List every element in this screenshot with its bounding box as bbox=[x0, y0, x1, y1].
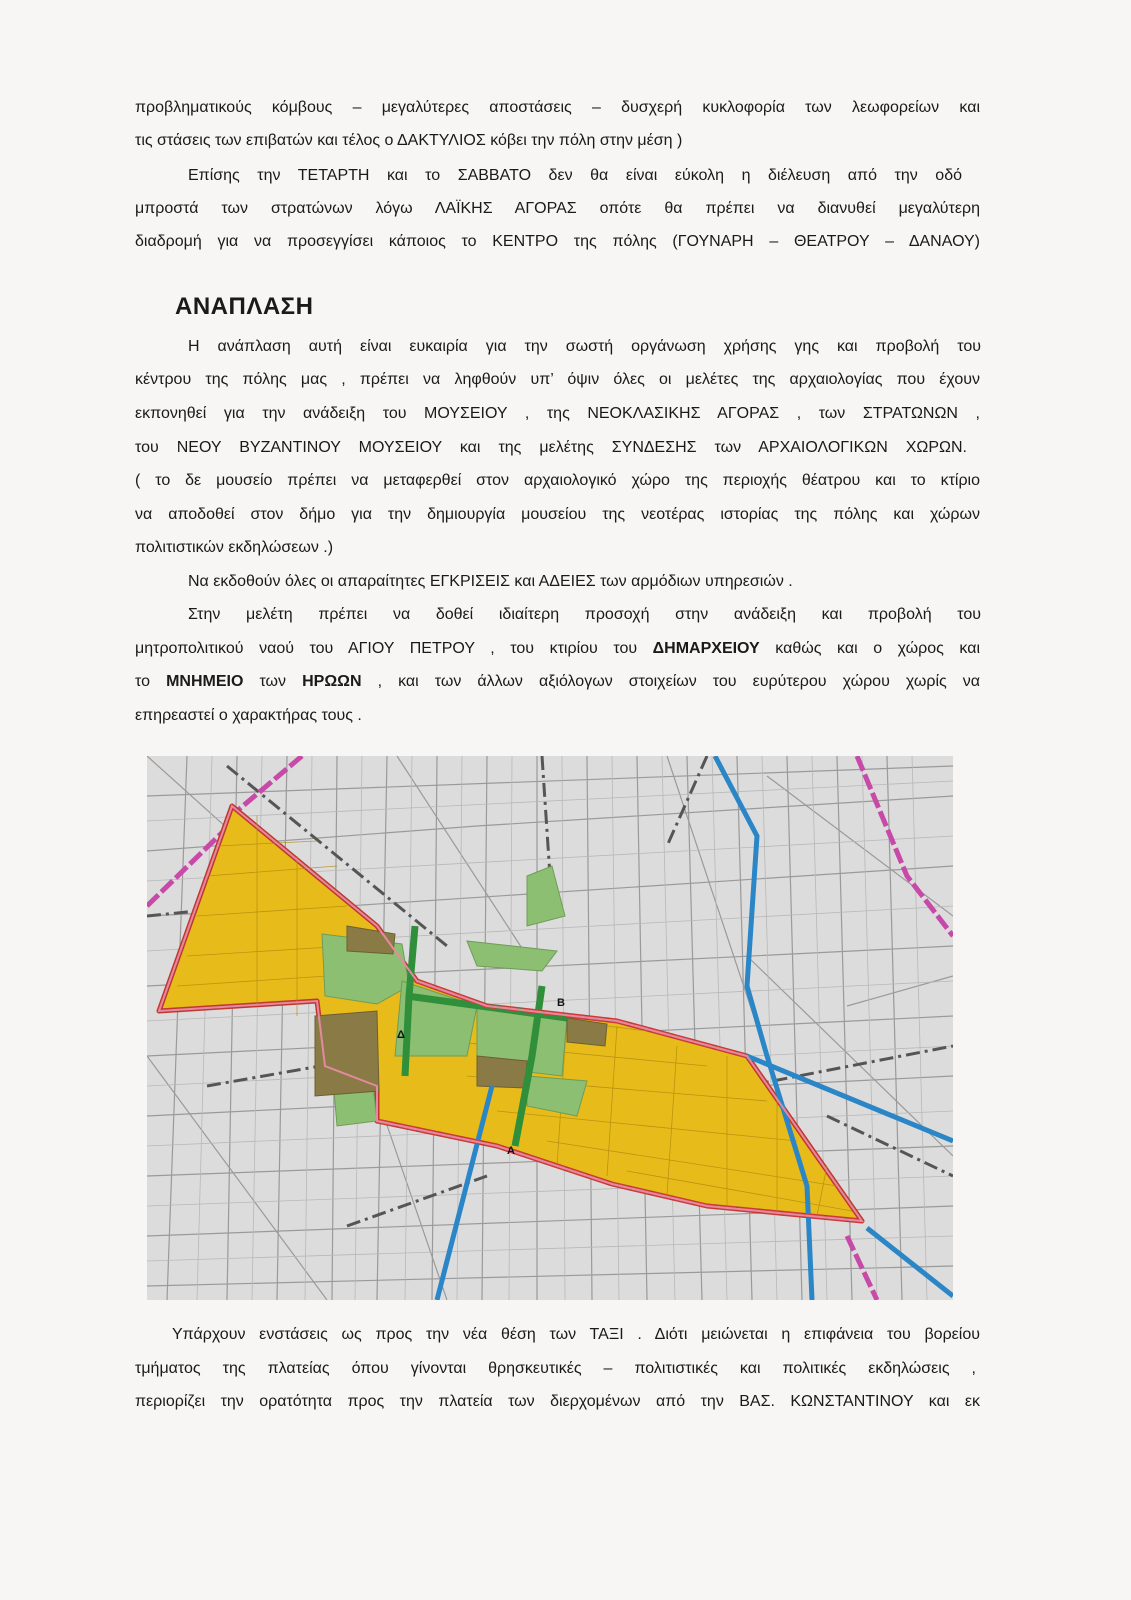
text-line: Υπάρχουν ενστάσεις ως προς την νέα θέση των ΤΑΞΙ . Διότι μειώνεται η επιφάνεια του βορείου bbox=[172, 1326, 980, 1343]
text-line: μπροστά των στρατώνων λόγω ΛΑΪΚΗΣ ΑΓΟΡΑΣ οπότε θα πρέπει να διανυθεί μεγαλύτερη bbox=[135, 200, 980, 217]
text-line bbox=[135, 672, 980, 692]
text-line bbox=[135, 639, 980, 659]
text-run: καθώς και ο χώρος και bbox=[759, 640, 980, 657]
text-line: εκπονηθεί για την ανάδειξη του ΜΟΥΣΕΙΟΥ , της ΝΕΟΚΛΑΣΙΚΗΣ ΑΓΟΡΑΣ , των ΣΤΡΑΤΩΝΩΝ , bbox=[135, 405, 980, 422]
text-line: ( το δε μουσείο πρέπει να μεταφερθεί στον αρχαιολογικό χώρο της περιοχής θέατρου και το κτίριο bbox=[135, 472, 980, 489]
map-svg bbox=[147, 756, 953, 1300]
text-line: Στην μελέτη πρέπει να δοθεί ιδιαίτερη προσοχή στην ανάδειξη και προβολή του bbox=[188, 606, 981, 623]
text-line: κέντρου της πόλης μας , πρέπει να ληφθούν υπ’ όψιν όλες οι μελέτες της αρχαιολογίας που έχουν bbox=[135, 371, 980, 388]
text-run-bold: ΔΗΜΑΡΧΕΙΟΥ bbox=[652, 640, 760, 657]
text-line: προβληματικούς κόμβους – μεγαλύτερες αποστάσεις – δυσχερή κυκλοφορία των λεωφορείων και bbox=[135, 99, 980, 116]
text-line: διαδρομή για να προσεγγίσει κάποιος το ΚΕΝΤΡΟ της πόλης (ΓΟΥΝΑΡΗ – ΘΕΑΤΡΟΥ – ΔΑΝΑΟΥ) bbox=[135, 233, 980, 250]
text-line: Να εκδοθούν όλες οι απαραίτητες ΕΓΚΡΙΣΕΙΣ και ΑΔΕΙΕΣ των αρμόδιων υπηρεσιών . bbox=[188, 573, 793, 590]
text-line: τις στάσεις των επιβατών και τέλος ο ΔΑΚΤΥΛΙΟΣ κόβει την πόλη στην μέση ) bbox=[135, 132, 683, 149]
text-run-bold: ΗΡΩΩΝ bbox=[302, 673, 362, 690]
text-run: , και των άλλων αξιόλογων στοιχείων του ευρύτερου χώρου χωρίς να bbox=[361, 673, 981, 690]
text-line: Η ανάπλαση αυτή είναι ευκαιρία για την σωστή οργάνωση χρήσης γης και προβολή του bbox=[188, 338, 981, 355]
map-label-a: Α bbox=[507, 1145, 515, 1157]
text-line: περιορίζει την ορατότητα προς την πλατεία των διερχομένων από την ΒΑΣ. ΚΩΝΣΤΑΝΤΙΝΟΥ και εκ bbox=[135, 1393, 980, 1410]
text-run: μητροπολιτικού ναού του ΑΓΙΟΥ ΠΕΤΡΟΥ , του κτιρίου του bbox=[135, 640, 653, 657]
text-line: επηρεαστεί ο χαρακτήρας τους . bbox=[135, 707, 362, 724]
text-line: του ΝΕΟΥ ΒΥΖΑΝΤΙΝΟΥ ΜΟΥΣΕΙΟΥ και της μελέτης ΣΥΝΔΕΣΗΣ των ΑΡΧΑΙΟΛΟΓΙΚΩΝ ΧΩΡΩΝ. bbox=[135, 439, 967, 456]
text-run: το bbox=[135, 673, 167, 690]
text-run: των bbox=[243, 673, 303, 690]
map-label-d: Δ bbox=[397, 1029, 405, 1041]
text-line: Επίσης την ΤΕΤΑΡΤΗ και το ΣΑΒΒΑΤΟ δεν θα είναι εύκολη η διέλευση από την οδό bbox=[188, 167, 962, 184]
text-line: τμήματος της πλατείας όπου γίνονται θρησκευτικές – πολιτιστικές και πολιτικές εκδηλώσεις , bbox=[135, 1360, 976, 1377]
map-label-b: Β bbox=[557, 997, 565, 1009]
section-heading: ΑΝΑΠΛΑΣΗ bbox=[175, 293, 314, 320]
text-run-bold: ΜΝΗΜΕΙΟ bbox=[166, 673, 244, 690]
text-line: πολιτιστικών εκδηλώσεων .) bbox=[135, 539, 334, 556]
urban-plan-map bbox=[147, 756, 953, 1300]
text-line: να αποδοθεί στον δήμο για την δημιουργία μουσείου της νεοτέρας ιστορίας της πόλης και χώρων bbox=[135, 506, 980, 523]
